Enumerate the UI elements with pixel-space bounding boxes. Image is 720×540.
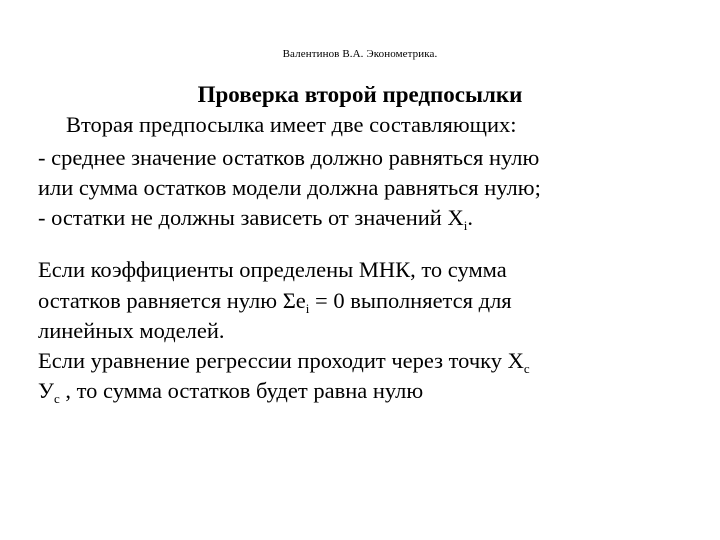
text-line-5 xyxy=(38,257,507,283)
line-text: , то сумма остатков будет равна нулю xyxy=(59,378,424,403)
subscript: c xyxy=(523,361,530,376)
line-text: Если коэффициенты определены МНК, то сумма xyxy=(38,257,507,282)
subscript: c xyxy=(53,391,60,406)
line-text: - среднее значение остатков должно равняться нулю xyxy=(38,145,540,170)
text-line-4 xyxy=(38,205,473,231)
line-text: остатков равняется нулю Σe xyxy=(38,288,306,313)
line-text: . xyxy=(467,205,473,230)
subscript: i xyxy=(463,218,468,233)
line-text: = 0 выполняется для xyxy=(309,288,512,313)
slide-title: Проверка второй предпосылки xyxy=(197,82,523,107)
text-line-7 xyxy=(38,318,225,344)
text-line-6 xyxy=(38,288,512,314)
text-line-3 xyxy=(38,175,541,201)
text-line-9 xyxy=(38,378,423,404)
line-text: или сумма остатков модели должна равняться нулю; xyxy=(38,175,541,200)
line-text: - остатки не должны зависеть от значений X xyxy=(38,205,464,230)
subscript: i xyxy=(305,301,310,316)
line-text: У xyxy=(38,378,54,403)
text-line-8 xyxy=(38,348,530,374)
line-text: Если уравнение регрессии проходит через точку X xyxy=(38,348,524,373)
slide-header: Валентинов В.А. Эконометрика. xyxy=(282,48,438,60)
line-text: Вторая предпосылка имеет две составляющих: xyxy=(66,112,517,137)
line-text: линейных моделей. xyxy=(38,318,225,343)
text-line-2 xyxy=(38,145,539,171)
text-line-1 xyxy=(66,112,517,138)
